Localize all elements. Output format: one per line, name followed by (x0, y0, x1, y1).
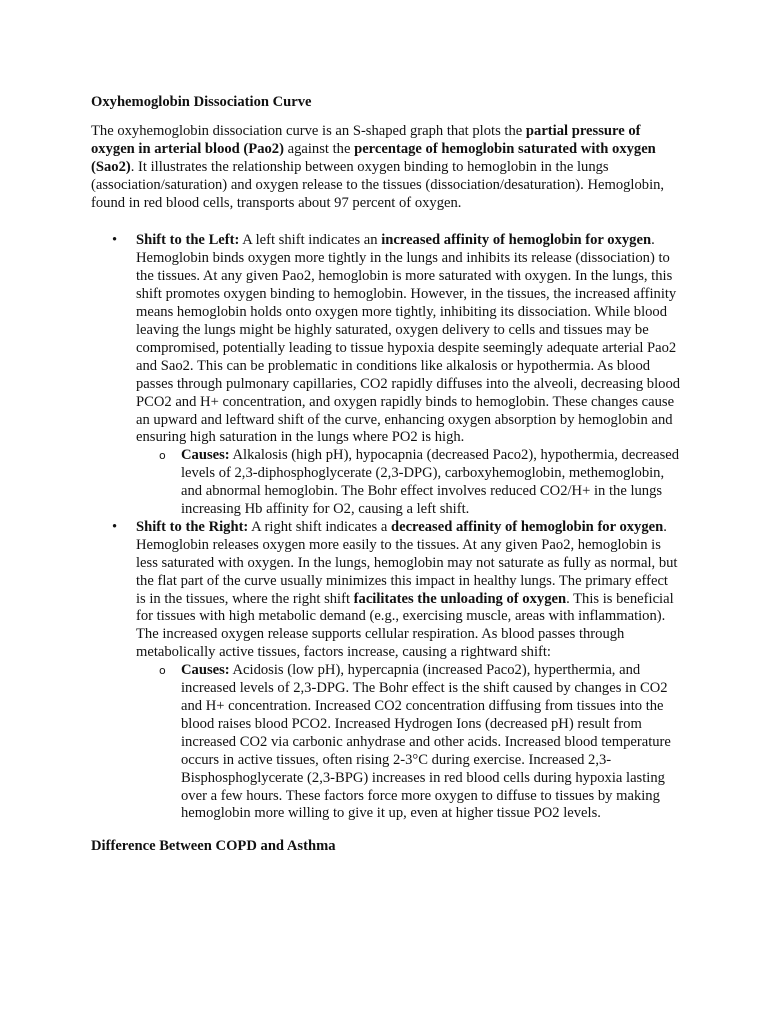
intro-bold-sao2: percentage of hemoglobin saturated with oxygen (Sao2) (91, 140, 656, 175)
section-heading-copd-asthma: Difference Between COPD and Asthma (91, 838, 336, 855)
right-causes-label: Causes: (181, 662, 230, 679)
left-shift-text-1: A left shift indicates an (239, 232, 382, 249)
left-causes-text: Alkalosis (high pH), hypocapnia (decreased Paco2), hypothermia, decreased levels of 2,3-diphosphoglycerate (2,3-DPG), carboxyhemoglobin, methemoglobin, and abnormal hemoglobin. The Bohr effect involves reduced CO2/H+ in the lungs increasing Hb affinity for O2, causing a left shift. (181, 447, 680, 518)
bullet-marker: • (112, 518, 118, 535)
right-causes-text: Acidosis (low pH), hypercapnia (increased Paco2), hyperthermia, and increased levels of 2,3-DPG. The Bohr effect is the shift caused by changes in CO2 and H+ concentration. Increased CO2 concentration diffusing from tissues into the blood raises blood PCO2. Increased Hydrogen Ions (decreased pH) result from increased CO2 via carbonic anhydrase and other acids. Increased blood temperature occurs in active tissues, often rising 2-3°C during exercise. Increased 2,3-Bisphosphoglycerate (2,3-BPG) increases in red blood cells during hypoxia lasting over a few hours. These factors force more oxygen to diffuse to tissues by making hemoglobin more willing to give it up, even at higher tissue PO2 levels. (181, 662, 671, 822)
bullet-marker: • (112, 232, 118, 249)
shift-list (91, 232, 681, 823)
intro-text-3: . It illustrates the relationship between oxygen binding to hemoglobin in the lungs (association/saturation) and oxygen release to the tissues (dissociation/desaturation). Hemoglobin, found in red blood cells, transports about 97 percent of oxygen. (91, 158, 665, 211)
intro-text-1: The oxyhemoglobin dissociation curve is an S-shaped graph that plots the (91, 122, 526, 139)
intro-bold-pao2: partial pressure of oxygen in arterial blood (Pao2) (91, 122, 641, 157)
sub-bullet-marker: o (159, 664, 166, 678)
list-item-left-causes (136, 447, 681, 519)
right-shift-bold-1: decreased affinity of hemoglobin for oxygen (390, 518, 664, 535)
document-page (91, 94, 681, 856)
right-shift-text-1: A right shift indicates a (248, 518, 391, 535)
right-shift-bold-2: facilitates the unloading of oxygen (353, 590, 567, 607)
right-shift-label: Shift to the Right: (136, 518, 249, 535)
list-item-left-shift (91, 232, 681, 519)
left-shift-label: Shift to the Left: (136, 232, 240, 249)
left-shift-sublist (136, 447, 681, 519)
sub-bullet-marker: o (159, 449, 166, 463)
list-item-right-shift (91, 519, 681, 823)
left-causes-label: Causes: (181, 447, 230, 464)
list-item-right-causes (136, 662, 681, 823)
intro-paragraph (91, 123, 681, 213)
intro-text-2: against the (283, 140, 355, 157)
right-shift-text-3: . This is beneficial for tissues with high metabolic demand (e.g., exercising muscle, areas with inflammation). The increased oxygen release supports cellular respiration. As blood passes through metabolically active tissues, factors increase, causing a rightward shift: (136, 590, 674, 661)
right-shift-text-2: . Hemoglobin releases oxygen more easily to the tissues. At any given Pao2, hemoglobin is less saturated with oxygen. In the lungs, hemoglobin may not saturate as fully as normal, but the flat part of the curve usually minimizes this impact in healthy lungs. The primary effect is in the tissues, where the right shift (136, 518, 678, 607)
left-shift-bold: increased affinity of hemoglobin for oxygen (381, 232, 652, 249)
page-title: Oxyhemoglobin Dissociation Curve (91, 94, 312, 110)
left-shift-text-2: . Hemoglobin binds oxygen more tightly in the lungs and inhibits its release (dissociation) to the tissues. At any given Pao2, hemoglobin is more saturated with oxygen. In the lungs, this shift promotes oxygen binding to hemoglobin. However, in the tissues, the increased affinity means hemoglobin holds onto oxygen more tightly, inhibiting its dissociation. While blood leaving the lungs might be highly saturated, oxygen delivery to cells and tissues may be compromised, potentially leading to tissue hypoxia despite seemingly adequate arterial Pao2 and Sao2. This can be problematic in conditions like alkalosis or hypothermia. As blood passes through pulmonary capillaries, CO2 rapidly diffuses into the alveoli, decreasing blood PCO2 and H+ concentration, and oxygen rapidly binds to hemoglobin. These changes cause an upward and leftward shift of the curve, enhancing oxygen absorption by hemoglobin and ensuring high saturation in the lungs where PO2 is high. (136, 232, 681, 446)
right-shift-sublist (136, 662, 681, 823)
